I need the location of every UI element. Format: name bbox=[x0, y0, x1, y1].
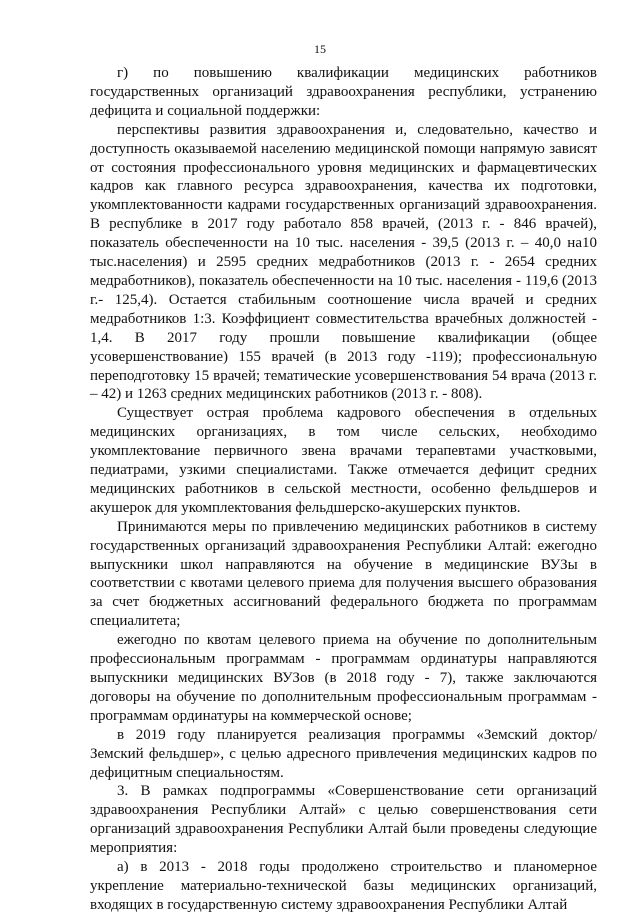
paragraph-zemsky-program: в 2019 году планируется реализация программы «Земский доктор/ Земский фельдшер», с целью адресного привлечения медицинских кадров по дефицитным специальностям. bbox=[90, 726, 597, 781]
paragraph-construction: а) в 2013 - 2018 годы продолжено строительство и планомерное укрепление материально-технической базы медицинских организаций, входящих в государственную систему здравоохранения Республики Алтай bbox=[90, 859, 597, 913]
body-text bbox=[90, 64, 597, 915]
paragraph-residency-quotas: ежегодно по квотам целевого приема на обучение по дополнительным профессиональным программам - программам ординатуры направляются выпускники медицинских ВУЗов (в 2018 году - 7), также заключаются договоры на обучение по дополнительным профессиональным программам - программам ординатуры на коммерческой основе; bbox=[90, 632, 597, 724]
paragraph-recruitment-measures: Принимаются меры по привлечению медицинских работников в систему государственных организаций здравоохранения Республики Алтай: ежегодно выпускники школ направляются на обучение в медицинские ВУЗы в соответствии с квотами целевого приема для получения высшего образования за счет бюджетных ассигнований федерального бюджета по программам специалитета; bbox=[90, 518, 597, 630]
paragraph-staffing-shortage: Существует острая проблема кадрового обеспечения в отдельных медицинских организациях, в том числе сельских, необходимо укомплектование первичного звена врачами терапевтами участковыми, педиатрами, узкими специалистами. Также отмечается дефицит средних медицинских работников в сельской местности, особенно фельдшеров и акушерок для укомплектования фельдшерско-акушерских пунктов. bbox=[90, 405, 597, 516]
paragraph-qualification-heading: г) по повышению квалификации медицинских работников государственных организаций здравоохранения республики, устранению дефицита и социальной поддержки: bbox=[90, 65, 597, 119]
paragraph-subprogram-network: 3. В рамках подпрограммы «Совершенствование сети организаций здравоохранения Республики Алтай» с целью совершенствования сети организаций здравоохранения Республики Алтай были проведены следующие мероприятия: bbox=[90, 783, 597, 857]
paragraph-staffing-statistics: перспективы развития здравоохранения и, следовательно, качество и доступность оказываемой населению медицинской помощи напрямую зависят от состояния профессионального уровня медицинских и фармацевтических кадров как главного ресурса здравоохранения, качества их подготовки, укомплектованности кадрами государственных организаций здравоохранения. В республике в 2017 году работало 858 врачей, (2013 г. - 846 врачей), показатель обеспеченности на 10 тыс. населения - 39,5 (2013 г. – 40,0 на10 тыс.населения) и 2595 средних медработников (2013 г. - 2654 средних медработников), показатель обеспеченности на 10 тыс. населения - 119,6 (2013 г.- 125,4). Остается стабильным соотношение числа врачей и средних медработников 1:3. Коэффициент совместительства врачебных должностей - 1,4. В 2017 году прошли повышение квалификации (общее усовершенствование) 155 врачей (в 2013 году -119); профессиональную переподготовку 15 врачей; тематические усовершенствования 54 врача (2013 г. – 42) и 1263 средних медицинских работников (2013 г. - 808). bbox=[90, 121, 597, 403]
page-number: 15 bbox=[314, 42, 326, 56]
